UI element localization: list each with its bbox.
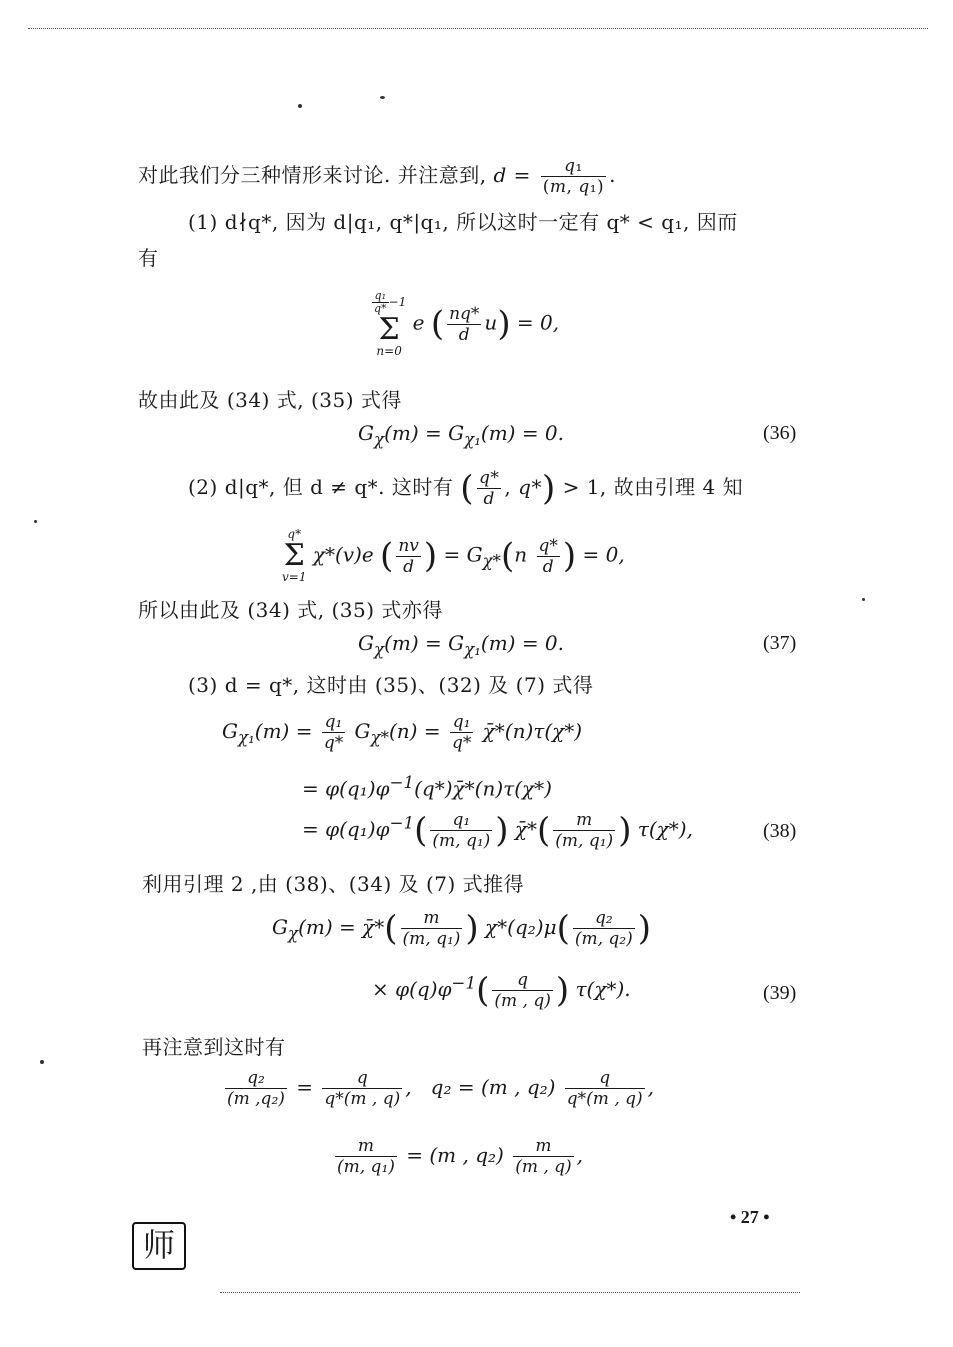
bottom-border-artifact <box>220 1292 800 1293</box>
eq38-label: (38) <box>763 820 797 842</box>
case2-after: 所以由此及 (34) 式, (35) 式亦得 <box>138 598 443 622</box>
eq38-line3: = $\varphi(q_1)\varphi^{-1}$( $\frac{\text{q₁}}{\text{(m, q₁)}}$ ) χ̄*( $\frac{m}{\text{(m, q₁)}}$ ) τ(χ*), <box>302 810 693 851</box>
library-stamp: 师 <box>132 1222 186 1270</box>
eq36-formula: $G_\chi(m) = G_{\chi_1}(m) = 0$. <box>358 421 565 449</box>
case2-sum-equation: q* Σ v=1 χ*(v)e ( $\frac{nv}{d}$ ) = $G_{\chi*}(n$ $\frac{q*}{d}$ ) = 0, <box>282 527 625 584</box>
case1-after: 故由此及 (34) 式, (35) 式得 <box>138 388 402 412</box>
eq39-line2: × $\varphi(q)\varphi^{-1}$( $\frac{q}{(m , q)}$ ) τ(χ*). <box>372 970 631 1011</box>
eq38-line1: $G_{\chi_1}(m)$ = $\frac{\text{q₁}}{q*}$ $G_{\chi*}(n)$ = $\frac{\text{q₁}}{q*}$ χ̄*(n)τ(χ*) <box>222 712 583 753</box>
page-number: • 27 • <box>730 1207 770 1227</box>
scan-speck <box>34 520 37 523</box>
eq39-line1: $G_\chi(m)$ = χ̄*( $\frac{m}{\text{(m, q₁)}}$ ) χ*(q₂)μ( $\frac{\text{q₂}}{\text{(m, q₂)}}$ ) <box>272 908 651 949</box>
case1-line2: 有 <box>138 246 159 270</box>
scan-speck <box>380 96 385 99</box>
case1-sum-equation: $\frac{\text{q₁}}{q*}$ −1 Σ n=0 e ( $\frac{nq*}{d}$ u) = 0, <box>374 289 560 358</box>
lemma2-line: 利用引理 2 ,由 (38)、(34) 及 (7) 式推得 <box>142 872 525 896</box>
intro-line: 对此我们分三种情形来讨论. 并注意到, d = $\frac{\text{q₁}}{\text{(m, q₁)}}$ . <box>138 156 617 197</box>
eq36-label: (36) <box>763 422 797 444</box>
eq37-label: (37) <box>763 632 797 654</box>
scan-speck <box>862 598 865 601</box>
case3-line1: (3) d = q*, 这时由 (35)、(32) 及 (7) 式得 <box>188 673 594 697</box>
scan-speck <box>40 1060 44 1064</box>
case2-line1: (2) d|q*, 但 d ≠ q*. 这时有 ( $\frac{q*}{d}$ , q*) > 1, 故由引理 4 知 <box>188 468 744 509</box>
top-border-artifact <box>28 28 928 29</box>
scan-speck <box>298 104 302 108</box>
relation-line2: $\frac{m}{\text{(m, q₁)}}$ = (m , q₂) $\frac{m}{(m , q)}$ , <box>337 1136 584 1177</box>
case1-line1: (1) d∤q*, 因为 d|q₁, q*|q₁, 所以这时一定有 q* < q₁, 因而 <box>188 210 738 234</box>
intro-text: 对此我们分三种情形来讨论. 并注意到, <box>138 163 487 187</box>
eq38-line2: = $\varphi(q_1)\varphi^{-1}(q*)\chī*(n)\tau(\chi*)$ <box>302 773 552 801</box>
note-line: 再注意到这时有 <box>142 1035 286 1059</box>
relation-line1: $\frac{\text{q₂}}{\text{(m ,q₂)}}$ = $\frac{q}{q*(m , q)}$ , q₂ = (m , q₂) $\frac{q}{q*(m , q)}$ , <box>227 1068 655 1109</box>
eq37-formula: $G_\chi(m) = G_{\chi_1}(m) = 0$. <box>358 631 565 659</box>
eq39-label: (39) <box>763 982 797 1004</box>
